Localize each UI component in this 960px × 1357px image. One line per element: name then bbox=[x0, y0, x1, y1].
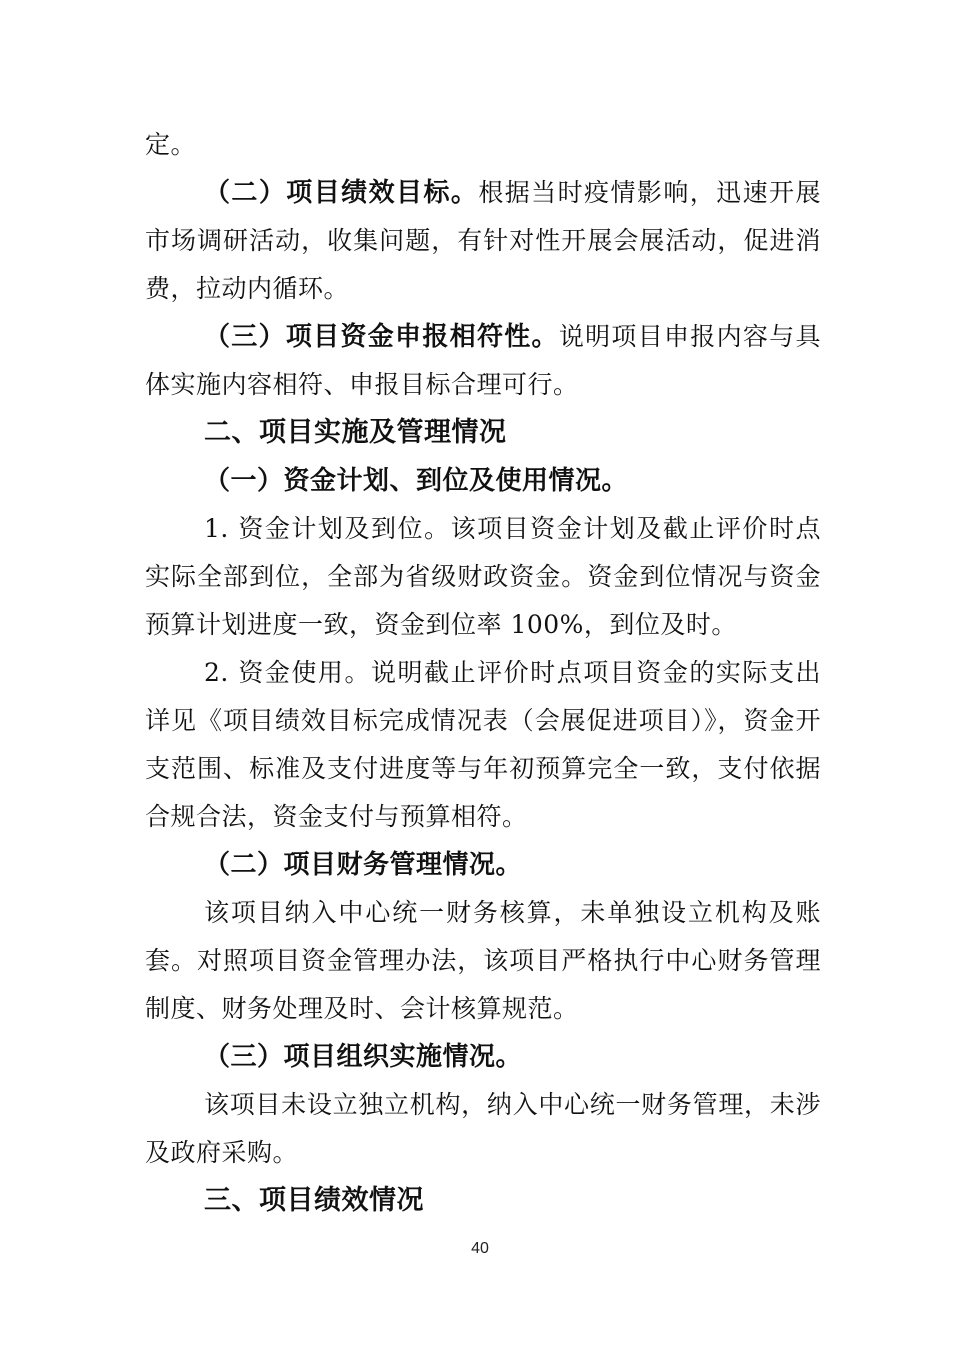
page-number: 40 bbox=[471, 1240, 489, 1257]
body-paragraph: 定。 bbox=[145, 130, 197, 159]
body-paragraph: （三）项目资金申报相符性。说明项目申报内容与具体实施内容相符、申报目标合理可行。 bbox=[145, 322, 821, 399]
body-paragraph: 该项目纳入中心统一财务核算，未单独设立机构及账套。对照项目资金管理办法，该项目严格执行中心财务管理制度、财务处理及时、会计核算规范。 bbox=[145, 898, 821, 1023]
sub-heading: （三）项目组织实施情况。 bbox=[204, 1042, 523, 1072]
body-paragraph: 2. 资金使用。说明截止评价时点项目资金的实际支出详见《项目绩效目标完成情况表（会展促进项目）》，资金开支范围、标准及支付进度等与年初预算完全一致，支付依据合规合法，资金支付与预算相符。 bbox=[145, 658, 821, 831]
document-body-text bbox=[145, 121, 821, 1225]
body-paragraph: 1. 资金计划及到位。该项目资金计划及截止评价时点实际全部到位，全部为省级财政资金。资金到位情况与资金预算计划进度一致，资金到位率 100%，到位及时。 bbox=[145, 514, 821, 639]
paragraph-lead-bold: （二）项目绩效目标。 bbox=[204, 178, 479, 208]
body-paragraph: 该项目未设立独立机构，纳入中心统一财务管理，未涉及政府采购。 bbox=[145, 1090, 821, 1167]
paragraph-lead-bold: （三）项目资金申报相符性。 bbox=[204, 322, 559, 352]
section-heading: 三、项目绩效情况 bbox=[204, 1185, 424, 1216]
body-paragraph: （二）项目绩效目标。根据当时疫情影响，迅速开展市场调研活动，收集问题，有针对性开展会展活动，促进消费，拉动内循环。 bbox=[145, 178, 821, 303]
section-heading: 二、项目实施及管理情况 bbox=[204, 417, 507, 448]
sub-heading: （二）项目财务管理情况。 bbox=[204, 850, 523, 880]
sub-heading: （一）资金计划、到位及使用情况。 bbox=[204, 466, 629, 496]
